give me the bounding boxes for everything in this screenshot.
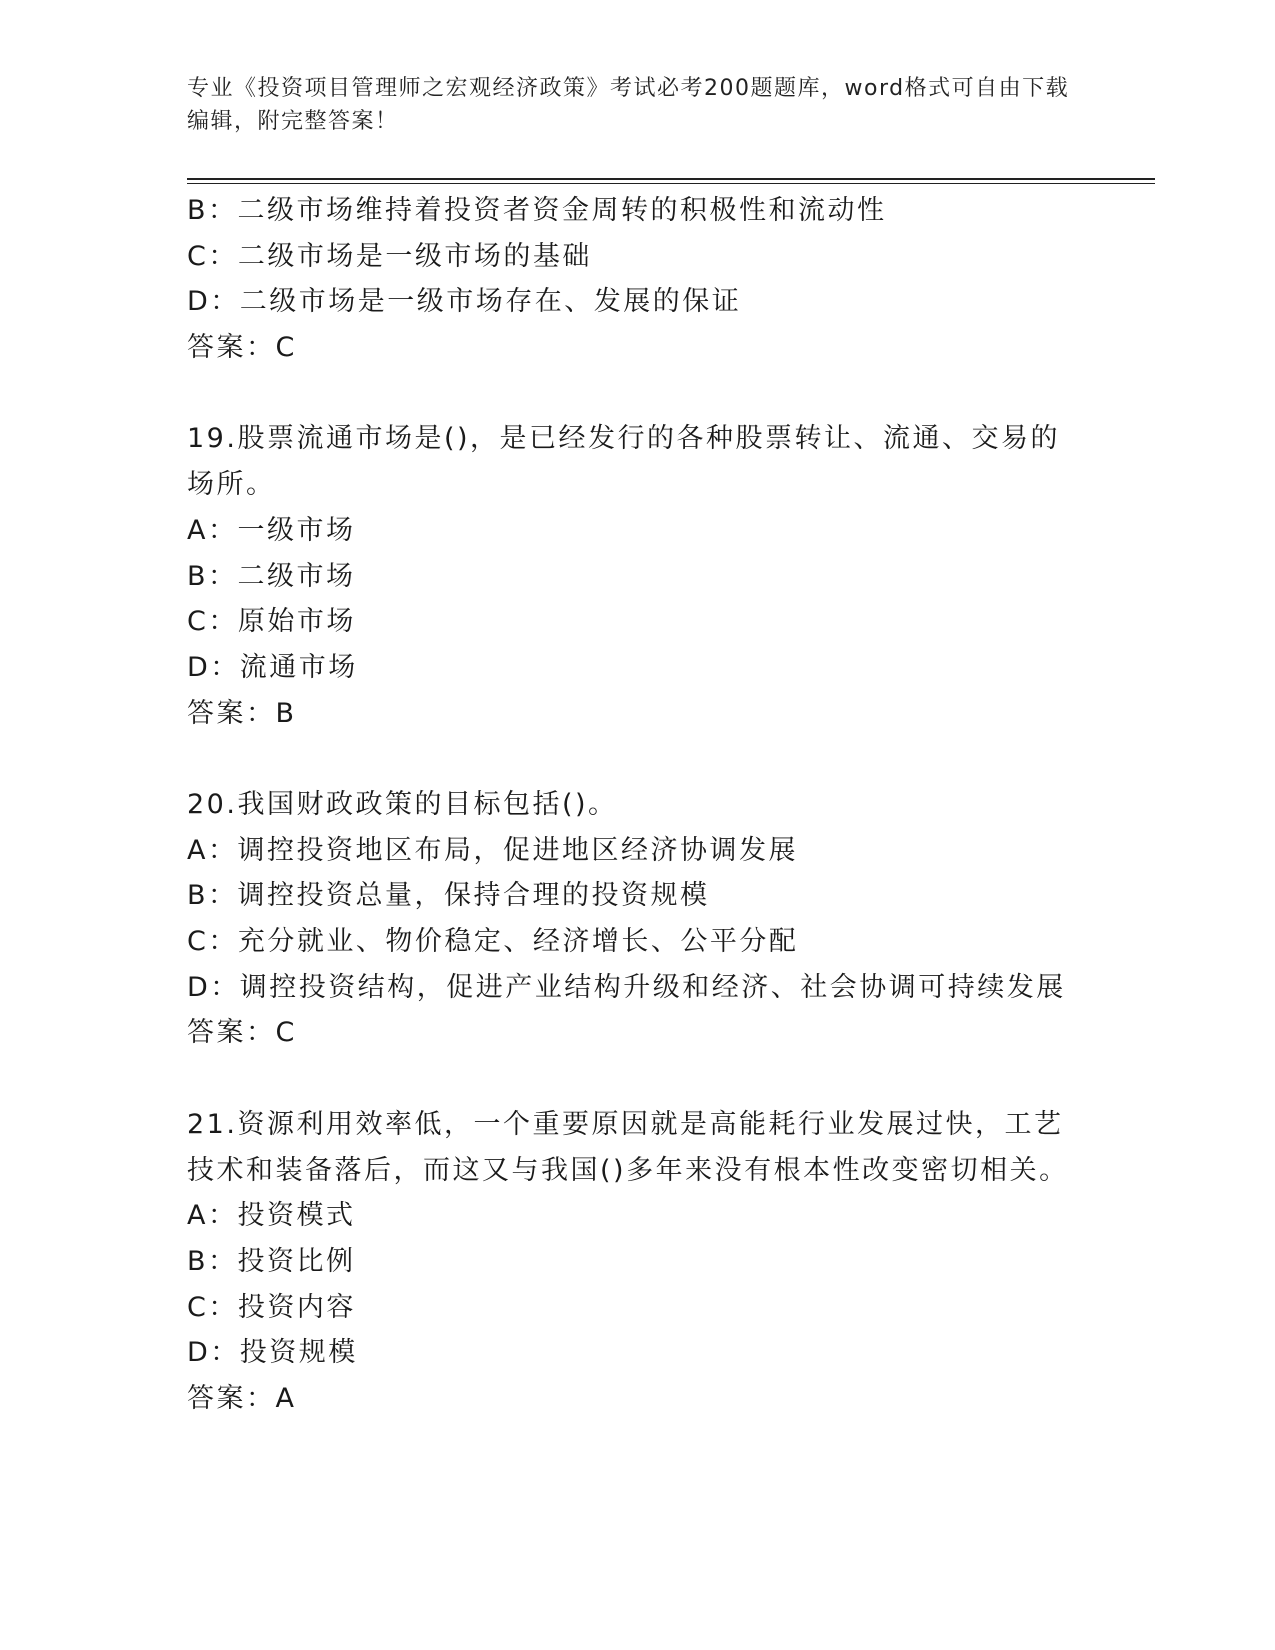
option-b: B：投资比例 bbox=[187, 1245, 356, 1277]
option-c: C：充分就业、物价稳定、经济增长、公平分配 bbox=[187, 926, 799, 958]
option-c: C：二级市场是一级市场的基础 bbox=[187, 240, 592, 272]
option-d: D：投资规模 bbox=[187, 1337, 358, 1369]
answer: 答案：C bbox=[187, 1017, 297, 1049]
question-stem: 21.资源利用效率低，一个重要原因就是高能耗行业发展过快，工艺技术和装备落后，而这又与我国()多年来没有根本性改变密切相关。 bbox=[187, 1108, 1069, 1186]
answer: 答案：C bbox=[187, 332, 297, 364]
question-18-continued bbox=[187, 188, 1087, 371]
spacer bbox=[187, 1056, 1087, 1102]
document-header bbox=[187, 72, 1087, 138]
option-c: C：原始市场 bbox=[187, 606, 356, 638]
option-d: D：调控投资结构，促进产业结构升级和经济、社会协调可持续发展 bbox=[187, 971, 1066, 1003]
option-c: C：投资内容 bbox=[187, 1291, 356, 1323]
option-d: D：二级市场是一级市场存在、发展的保证 bbox=[187, 286, 742, 318]
question-20 bbox=[187, 782, 1087, 1056]
document-body bbox=[187, 188, 1087, 1422]
question-stem: 20.我国财政政策的目标包括()。 bbox=[187, 788, 618, 820]
question-19 bbox=[187, 416, 1087, 736]
header-rule-thick bbox=[187, 178, 1155, 180]
question-stem: 19.股票流通市场是()，是已经发行的各种股票转让、流通、交易的场所。 bbox=[187, 423, 1061, 501]
answer: 答案：B bbox=[187, 697, 297, 729]
question-21 bbox=[187, 1102, 1087, 1422]
option-b: B：二级市场 bbox=[187, 560, 356, 592]
header-title: 专业《投资项目管理师之宏观经济政策》考试必考200题题库，word格式可自由下载编辑，附完整答案！ bbox=[187, 76, 1070, 134]
option-b: B：调控投资总量，保持合理的投资规模 bbox=[187, 880, 710, 912]
option-b: B：二级市场维持着投资者资金周转的积极性和流动性 bbox=[187, 195, 887, 226]
spacer bbox=[187, 371, 1087, 417]
answer: 答案：A bbox=[187, 1382, 297, 1414]
header-rule-thin bbox=[187, 183, 1155, 184]
spacer bbox=[187, 736, 1087, 782]
option-d: D：流通市场 bbox=[187, 651, 358, 683]
option-a: A：调控投资地区布局，促进地区经济协调发展 bbox=[187, 834, 798, 866]
option-a: A：一级市场 bbox=[187, 514, 356, 546]
option-a: A：投资模式 bbox=[187, 1200, 356, 1232]
